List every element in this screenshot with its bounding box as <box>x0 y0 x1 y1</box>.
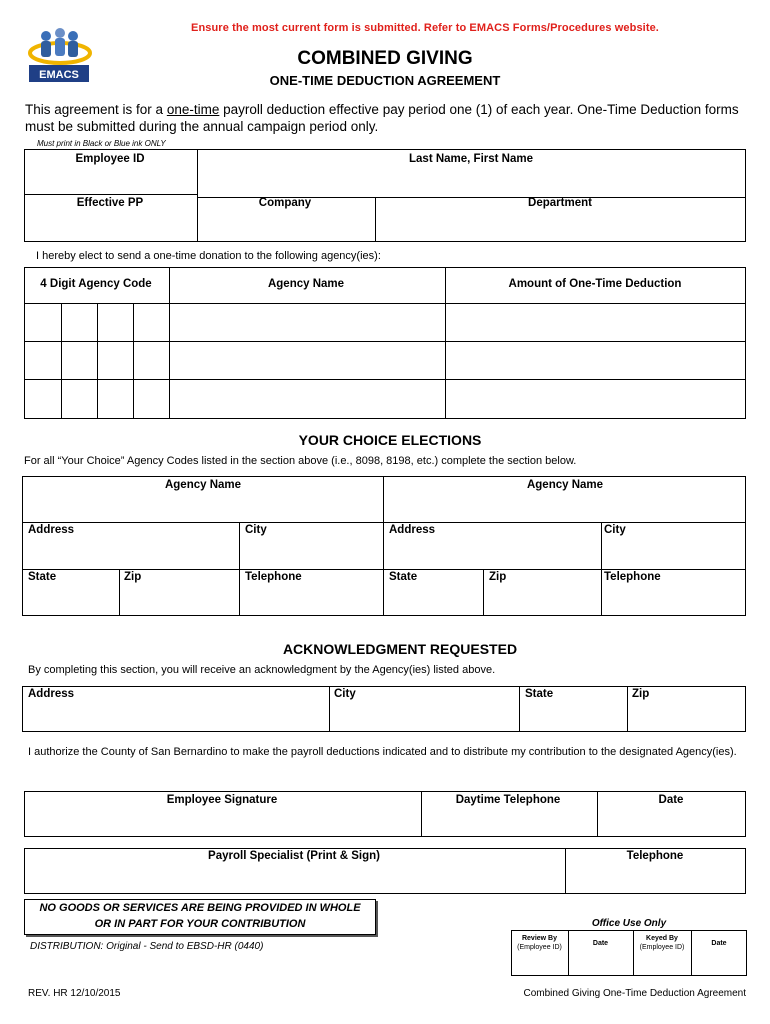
agency-code-header: 4 Digit Agency Code <box>40 278 152 290</box>
ack-address-field[interactable]: Address <box>28 688 75 700</box>
acknowledgment-heading: ACKNOWLEDGMENT REQUESTED <box>282 641 518 657</box>
choice-state-2[interactable]: State <box>389 571 418 583</box>
acknowledgment-instruction: By completing this section, you will receive an acknowledgment by the Agency(ies) listed above. <box>28 664 496 676</box>
intro-text <box>25 101 745 135</box>
employee-id-field[interactable]: Employee ID <box>75 153 145 165</box>
ink-note: Must print in Black or Blue ink ONLY <box>37 139 166 148</box>
revision-text: REV. HR 12/10/2015 <box>28 988 121 999</box>
choice-zip-1[interactable]: Zip <box>124 571 142 583</box>
office-date-2: Date <box>711 940 727 947</box>
elect-text: I hereby elect to send a one-time donation to the following agency(ies): <box>36 250 381 262</box>
ack-zip-field[interactable]: Zip <box>632 688 650 700</box>
no-goods-line2: OR IN PART FOR YOUR CONTRIBUTION <box>94 918 306 930</box>
payroll-specialist-field[interactable]: Payroll Specialist (Print & Sign) <box>208 850 380 862</box>
choice-city-2[interactable]: City <box>604 524 626 536</box>
choice-telephone-1[interactable]: Telephone <box>245 571 302 583</box>
form-title: COMBINED GIVING <box>297 48 473 69</box>
office-date-1: Date <box>592 940 609 947</box>
review-by-sub: (Employee ID) <box>517 944 562 951</box>
intro-underlined: one-time <box>166 102 220 117</box>
signature-date-field[interactable]: Date <box>658 794 684 806</box>
distribution-text: DISTRIBUTION: Original - Send to EBSD-HR (0440) <box>30 941 264 952</box>
your-choice-instruction: For all “Your Choice” Agency Codes listed in the section above (i.e., 8098, 8198, etc.) complete the section below. <box>24 455 577 467</box>
choice-address-2[interactable]: Address <box>389 524 436 536</box>
keyed-by-sub: (Employee ID) <box>639 944 685 951</box>
ack-state-field[interactable]: State <box>525 688 554 700</box>
company-field[interactable]: Company <box>258 197 312 209</box>
amount-header: Amount of One-Time Deduction <box>508 278 682 290</box>
choice-telephone-2[interactable]: Telephone <box>604 571 661 583</box>
effective-pp-field[interactable]: Effective PP <box>76 197 144 209</box>
intro-before: This agreement is for a <box>25 102 167 117</box>
your-choice-table <box>22 476 746 616</box>
choice-zip-2[interactable]: Zip <box>489 571 507 583</box>
authorization-text: I authorize the County of San Bernardino to make the payroll deductions indicated and to distribute my contribution to the designated Agency(ies). <box>28 746 737 758</box>
choice-address-1[interactable]: Address <box>28 524 75 536</box>
ack-city-field[interactable]: City <box>334 688 356 700</box>
intro-after: payroll deduction effective pay period one (1) of each year. One-Time Deduction forms must be submitted during the annual campaign period only. <box>25 102 739 134</box>
choice-agency-name-2[interactable]: Agency Name <box>526 479 604 491</box>
department-field[interactable]: Department <box>528 197 592 209</box>
no-goods-line1: NO GOODS OR SERVICES ARE BEING PROVIDED IN WHOLE <box>39 902 361 914</box>
form-notice: Ensure the most current form is submitted. Refer to EMACS Forms/Procedures website. <box>191 22 659 34</box>
review-by-label: Review By <box>521 935 558 942</box>
choice-city-1[interactable]: City <box>245 524 267 536</box>
daytime-telephone-field[interactable]: Daytime Telephone <box>455 794 561 806</box>
payroll-telephone-field[interactable]: Telephone <box>626 850 684 862</box>
employee-signature-field[interactable]: Employee Signature <box>166 794 278 806</box>
your-choice-heading: YOUR CHOICE ELECTIONS <box>298 432 482 448</box>
keyed-by-label: Keyed By <box>646 935 678 942</box>
office-use-label: Office Use Only <box>591 918 667 929</box>
choice-agency-name-1[interactable]: Agency Name <box>164 479 242 491</box>
agency-name-header: Agency Name <box>267 278 345 290</box>
choice-state-1[interactable]: State <box>28 571 57 583</box>
form-name-footer: Combined Giving One-Time Deduction Agreement <box>523 988 746 999</box>
logo-text: EMACS <box>39 69 79 81</box>
form-subtitle: ONE-TIME DEDUCTION AGREEMENT <box>269 73 501 88</box>
last-first-name-field[interactable]: Last Name, First Name <box>409 153 533 165</box>
